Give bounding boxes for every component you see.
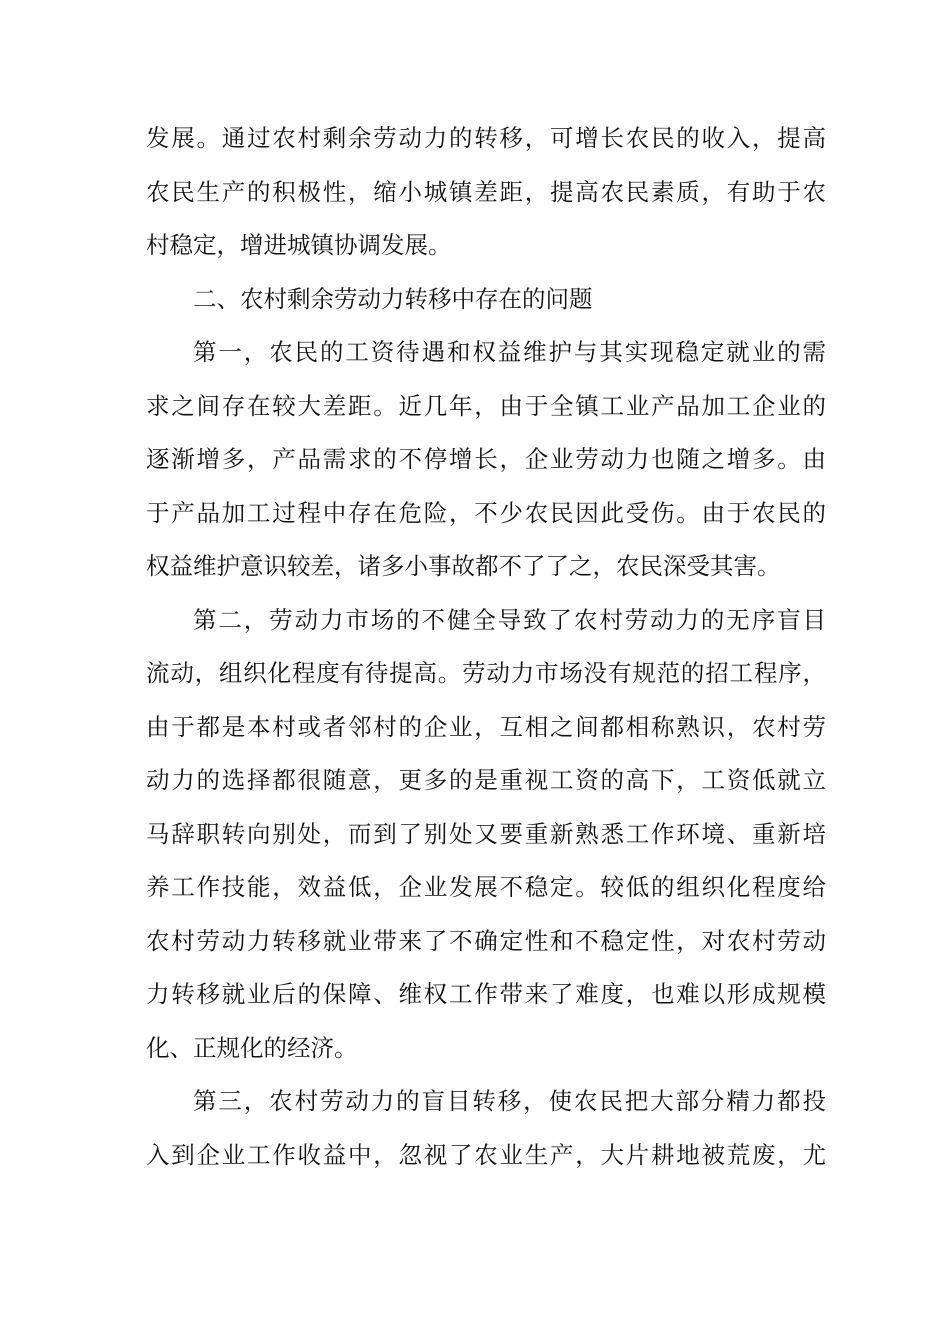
text-line: 求之间存在较大差距。近几年，由于全镇工业产品加工企业的 — [146, 391, 826, 420]
text-line: 村稳定，增进城镇协调发展。 — [146, 231, 452, 259]
text-line: 马辞职转向别处，而到了别处又要重新熟悉工作环境、重新培 — [146, 819, 826, 848]
text-line: 发展。通过农村剩余劳动力的转移，可增长农民的收入，提高 — [146, 124, 826, 152]
text-line: 入到企业工作收益中，忽视了农业生产，大片耕地被荒废，尤 — [146, 1140, 826, 1169]
text-line: 农民生产的积极性，缩小城镇差距，提高农民素质，有助于农 — [146, 177, 826, 206]
text-line: 化、正规化的经济。 — [146, 1033, 358, 1062]
text-line: 第二，劳动力市场的不健全导致了农村劳动力的无序盲目 — [193, 605, 826, 634]
text-line: 于产品加工过程中存在危险，不少农民因此受伤。由于农民的 — [146, 498, 826, 527]
text-line: 养工作技能，效益低，企业发展不稳定。较低的组织化程度给 — [146, 873, 826, 901]
text-line: 第三，农村劳动力的盲目转移，使农民把大部分精力都投 — [193, 1087, 826, 1115]
text-line: 力转移就业后的保障、维权工作带来了难度，也难以形成规模 — [146, 980, 826, 1008]
body-text — [146, 112, 826, 1182]
text-line: 由于都是本村或者邻村的企业，互相之间都相称熟识，农村劳 — [146, 712, 826, 741]
text-line: 逐渐增多，产品需求的不停增长，企业劳动力也随之增多。由 — [146, 445, 826, 473]
text-line: 农村劳动力转移就业带来了不确定性和不稳定性，对农村劳动 — [146, 926, 826, 955]
text-line: 动力的选择都很随意，更多的是重视工资的高下，工资低就立 — [146, 766, 826, 794]
text-line: 流动，组织化程度有待提高。劳动力市场没有规范的招工程序， — [146, 659, 826, 687]
section-heading: 二、农村剩余劳动力转移中存在的问题 — [193, 284, 593, 313]
text-line: 权益维护意识较差，诸多小事故都不了了之，农民深受其害。 — [146, 552, 781, 580]
text-line: 第一，农民的工资待遇和权益维护与其实现稳定就业的需 — [193, 338, 826, 366]
